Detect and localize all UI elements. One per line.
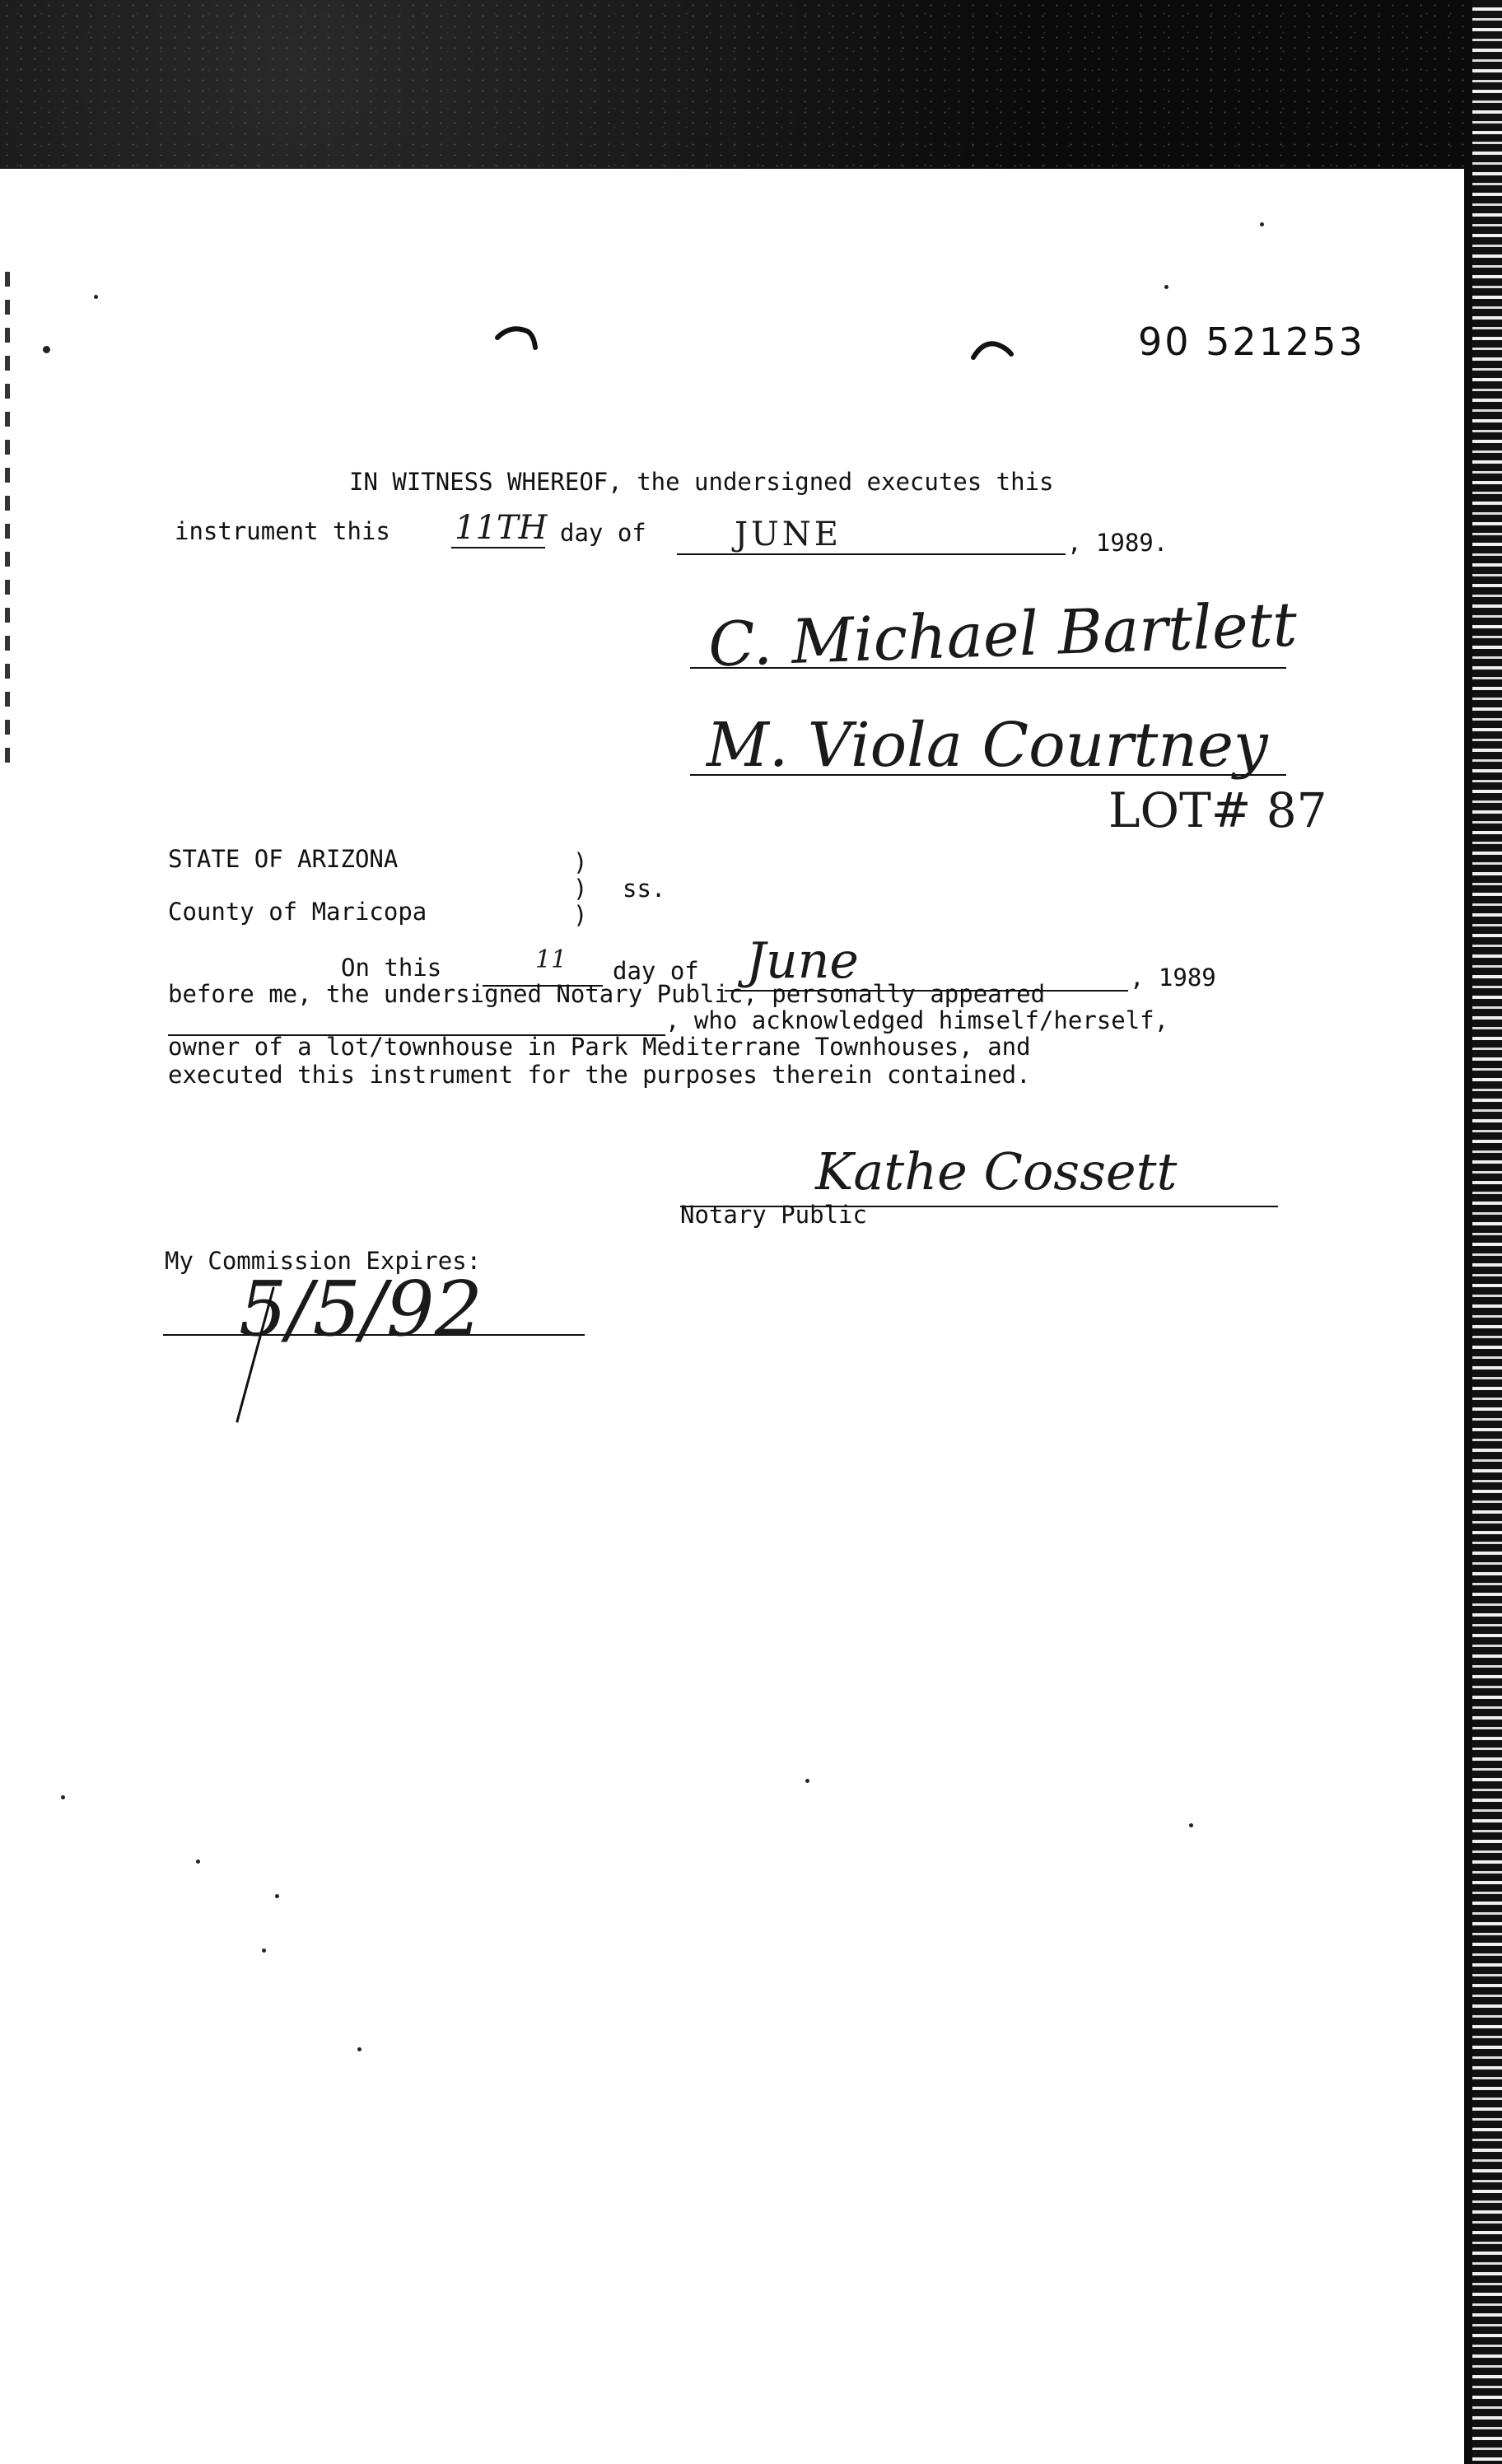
ack-line-2: before me, the undersigned Notary Public, personally appeared bbox=[168, 980, 1046, 1008]
witness-day-blank bbox=[451, 547, 545, 548]
speck bbox=[275, 1894, 279, 1898]
ack-year: , 1989 bbox=[1130, 964, 1216, 992]
witness-line-1: IN WITNESS WHEREOF, the undersigned executes this bbox=[349, 468, 1054, 496]
ack-month-handwritten: June bbox=[746, 932, 859, 990]
county-label: County of Maricopa bbox=[168, 898, 427, 926]
witness-year: , 1989. bbox=[1067, 529, 1168, 557]
witness-month-handwritten: JUNE bbox=[735, 516, 842, 553]
commission-date-stroke bbox=[231, 1285, 280, 1428]
punch-mark-left bbox=[494, 323, 540, 359]
ack-on-this: On this bbox=[341, 954, 442, 982]
speck bbox=[262, 1948, 266, 1953]
notary-signature: Kathe Cossett bbox=[815, 1141, 1178, 1202]
speck bbox=[1260, 222, 1264, 226]
venue-paren-2: ) bbox=[573, 875, 588, 903]
speck bbox=[43, 346, 50, 353]
ack-line-4: owner of a lot/townhouse in Park Mediterrane Townhouses, and bbox=[168, 1033, 1031, 1061]
scan-right-border bbox=[1464, 0, 1502, 2464]
punch-mark-right bbox=[970, 336, 1016, 372]
commission-label: My Commission Expires: bbox=[165, 1247, 482, 1275]
document-number: 90 521253 bbox=[1138, 320, 1365, 364]
scan-top-border bbox=[0, 0, 1502, 169]
state-label: STATE OF ARIZONA bbox=[168, 845, 399, 873]
witness-month-blank bbox=[677, 553, 1066, 555]
speck bbox=[61, 1795, 65, 1799]
witness-day-handwritten: 11TH bbox=[455, 509, 548, 547]
witness-day-of: day of bbox=[560, 519, 646, 547]
ack-line-3: , who acknowledged himself/herself, bbox=[665, 1006, 1169, 1034]
venue-paren-3: ) bbox=[573, 901, 588, 929]
ack-day-of: day of bbox=[613, 957, 699, 985]
ack-day-handwritten: 11 bbox=[535, 945, 567, 974]
signature-2: M. Viola Courtney bbox=[707, 710, 1268, 781]
speck bbox=[805, 1779, 809, 1783]
signature-1: C. Michael Bartlett bbox=[707, 589, 1299, 681]
venue-ss: ss. bbox=[623, 875, 666, 903]
commission-date-handwritten: 5/5/92 bbox=[239, 1265, 483, 1353]
notary-label: Notary Public bbox=[680, 1201, 867, 1229]
speck bbox=[1189, 1823, 1193, 1827]
speck bbox=[357, 2047, 362, 2051]
scan-left-marks bbox=[5, 272, 10, 766]
ack-line-5: executed this instrument for the purposes therein contained. bbox=[168, 1061, 1031, 1089]
lot-note: LOT# 87 bbox=[1108, 782, 1327, 838]
venue-paren-1: ) bbox=[573, 848, 588, 876]
speck bbox=[196, 1860, 200, 1864]
speck bbox=[1164, 285, 1168, 289]
witness-line-2-prefix: instrument this bbox=[175, 517, 390, 545]
speck bbox=[94, 295, 98, 299]
